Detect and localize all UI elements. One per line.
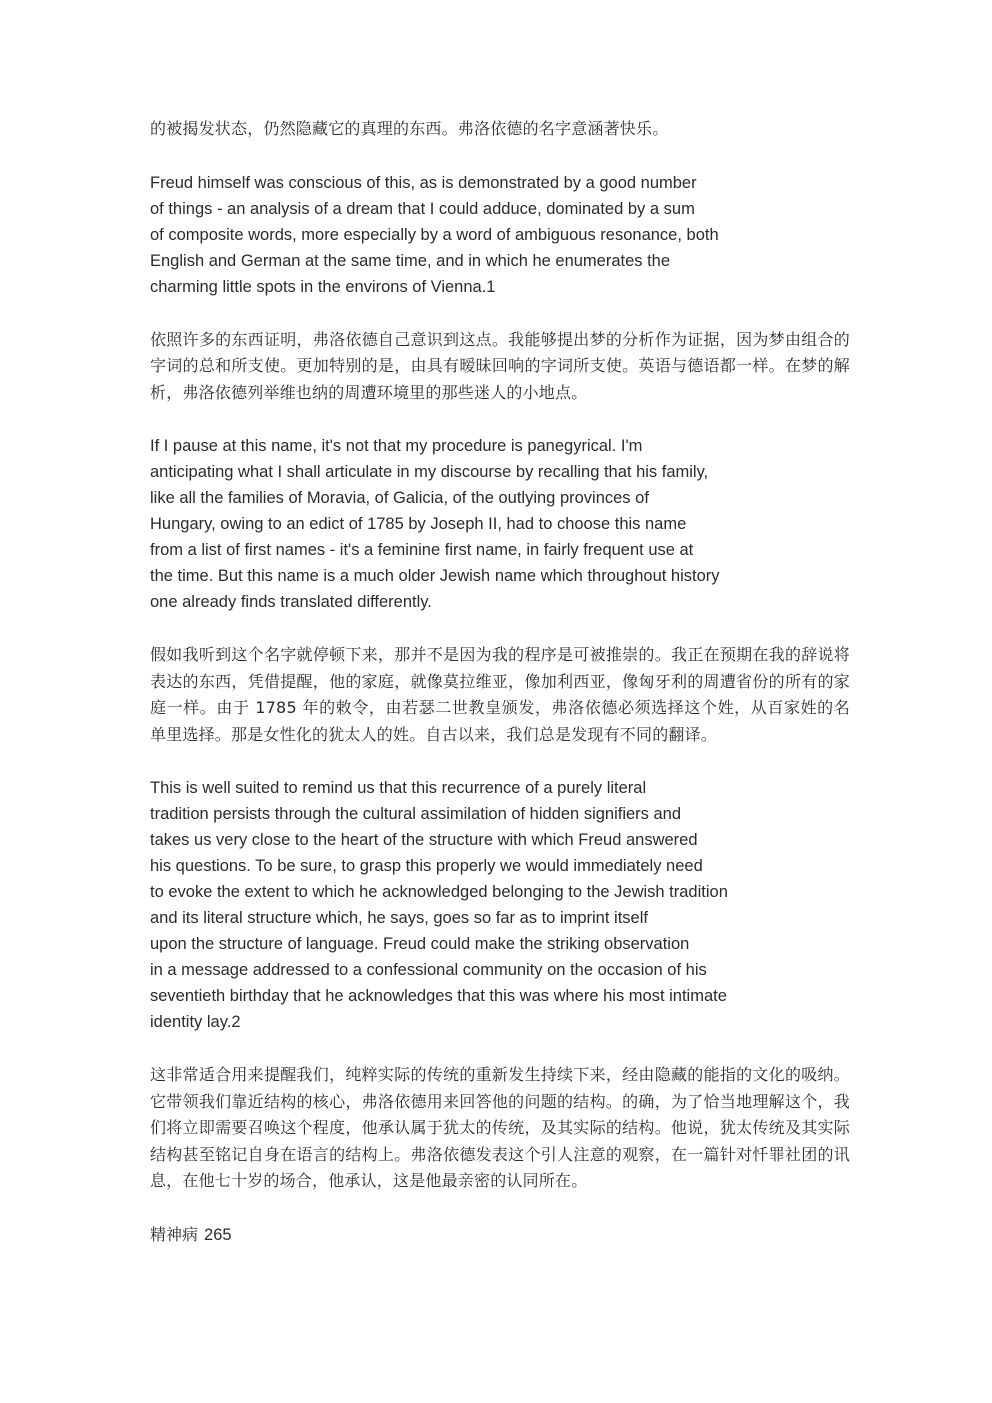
paragraph-cn-1: 的被揭发状态，仍然隐藏它的真理的东西。弗洛依德的名字意涵著快乐。 — [150, 119, 669, 138]
paragraph-cn-2: 依照许多的东西证明，弗洛依德自己意识到这点。我能够提出梦的分析作为证据，因为梦由组合的字词的总和所支使。更加特别的是，由具有暧昧回响的字词所支使。英语与德语都一样。在梦的解析，弗洛依德列举维也纳的周遭环境里的那些迷人的小地点。 — [150, 329, 850, 402]
page-footer — [150, 1222, 850, 1248]
text-line: English and German at the same time, and in which he enumerates the — [150, 251, 671, 270]
text-line: This is well suited to remind us that this recurrence of a purely literal — [150, 779, 647, 797]
text-line: takes us very close to the heart of the structure with which Freud answered — [150, 831, 698, 849]
paragraph-en-3 — [150, 775, 850, 1035]
text-line: one already finds translated differently. — [150, 593, 432, 611]
text-line: If I pause at this name, it's not that my procedure is panegyrical. I'm — [150, 437, 643, 455]
text-line: Hungary, owing to an edict of 1785 by Joseph II, had to choose this name — [150, 515, 687, 533]
text-line: the time. But this name is a much older Jewish name which throughout history — [150, 567, 720, 585]
document-page — [150, 116, 850, 1248]
text-line: in a message addressed to a confessional community on the occasion of his — [150, 961, 707, 979]
paragraph-cn-4: 这非常适合用来提醒我们，纯粹实际的传统的重新发生持续下来，经由隐藏的能指的文化的吸纳。它带领我们靠近结构的核心，弗洛依德用来回答他的问题的结构。的确，为了恰当地理解这个，我们将立即需要召唤这个程度，他承认属于犹太的传统，及其实际的结构。他说，犹太传统及其实际结构甚至铭记自身在语言的结构上。弗洛依德发表这个引人注意的观察，在一篇针对忏罪社团的讯息，在他七十岁的场合，他承认，这是他最亲密的认同所在。 — [150, 1065, 850, 1190]
text-line: and its literal structure which, he says, goes so far as to imprint itself — [150, 909, 648, 927]
paragraph-en-2 — [150, 433, 850, 615]
text-line: of things - an analysis of a dream that I could adduce, dominated by a sum — [150, 199, 695, 218]
text-line: his questions. To be sure, to grasp this properly we would immediately need — [150, 857, 703, 875]
text-line: anticipating what I shall articulate in my discourse by recalling that his family, — [150, 463, 709, 481]
paragraph-en-1 — [150, 170, 850, 300]
text-line: from a list of first names - it's a feminine first name, in fairly frequent use at — [150, 541, 694, 559]
paragraph-cn-3: 假如我听到这个名字就停顿下来，那并不是因为我的程序是可被推崇的。我正在预期在我的辞说将表达的东西，凭借提醒，他的家庭，就像莫拉维亚，像加利西亚，像匈牙利的周遭省份的所有的家庭一样。由于 1785 年的敕令，由若瑟二世教皇颁发，弗洛依德必须选择这个姓，从百家姓的名单里选择。那是女性化的犹太人的姓。自古以来，我们总是发现有不同的翻译。 — [150, 645, 850, 744]
text-line: of composite words, more especially by a word of ambiguous resonance, both — [150, 225, 719, 244]
text-line: to evoke the extent to which he acknowledged belonging to the Jewish tradition — [150, 883, 728, 901]
text-line: identity lay.2 — [150, 1013, 241, 1031]
text-line: like all the families of Moravia, of Galicia, of the outlying provinces of — [150, 489, 649, 507]
text-line: upon the structure of language. Freud could make the striking observation — [150, 935, 690, 953]
page-number: 265 — [204, 1225, 232, 1244]
text-line: tradition persists through the cultural assimilation of hidden signifiers and — [150, 805, 682, 823]
text-line: charming little spots in the environs of Vienna.1 — [150, 277, 496, 296]
footer-title: 精神病 — [150, 1224, 199, 1244]
text-line: seventieth birthday that he acknowledges that this was where his most intimate — [150, 987, 727, 1005]
text-line: Freud himself was conscious of this, as is demonstrated by a good number — [150, 173, 697, 192]
